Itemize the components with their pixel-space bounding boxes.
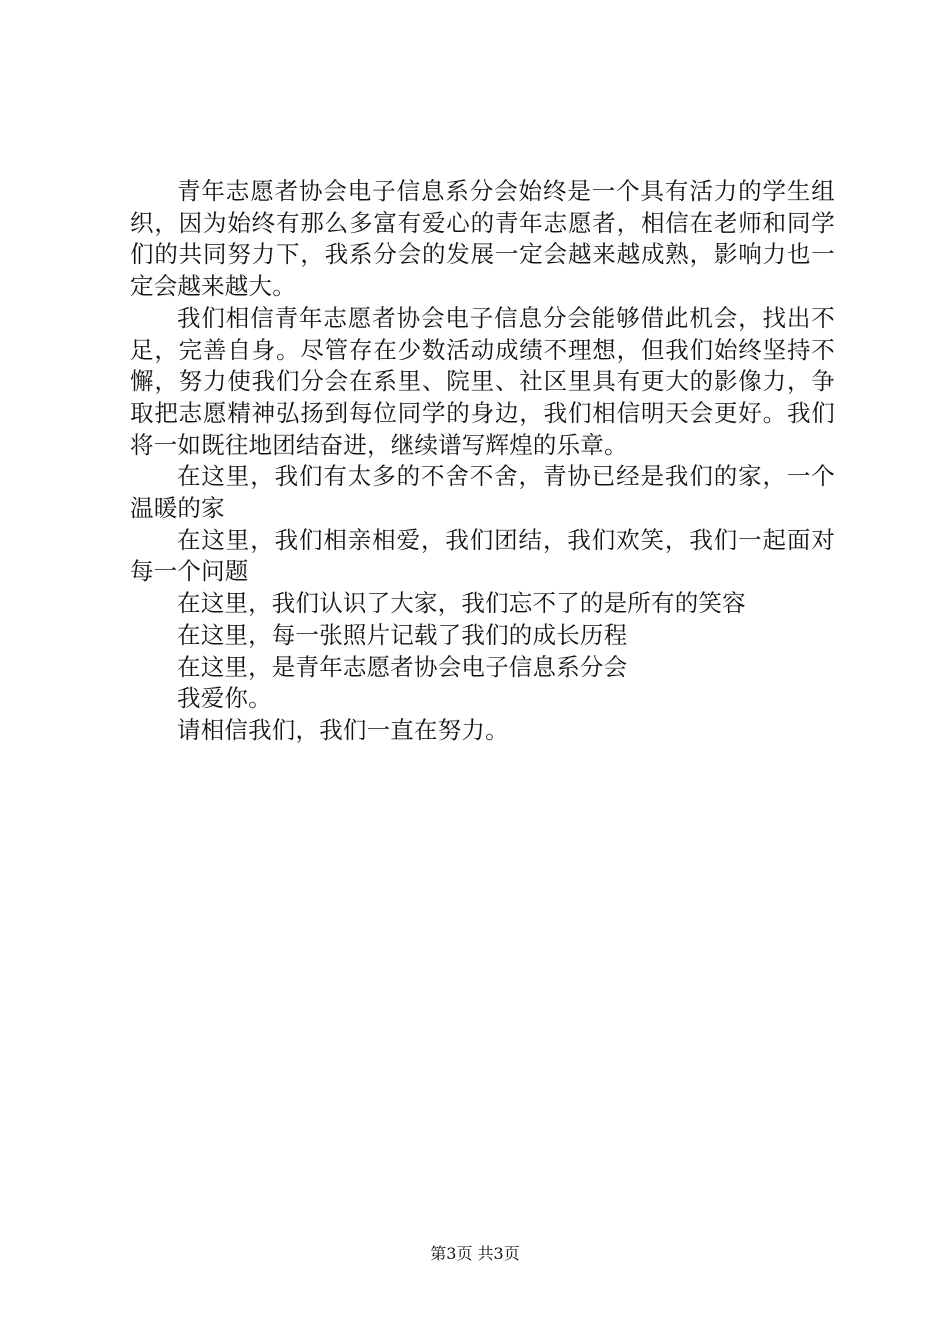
paragraph-3: 在这里，我们有太多的不舍不舍，青协已经是我们的家，一个温暖的家 [130, 462, 835, 523]
paragraph-1: 青年志愿者协会电子信息系分会始终是一个具有活力的学生组织，因为始终有那么多富有爱心的青年志愿者，相信在老师和同学们的共同努力下，我系分会的发展一定会越来越成熟，影响力也一定会越来越大。 [130, 177, 835, 301]
paragraph-7: 在这里，是青年志愿者协会电子信息系分会 [177, 652, 628, 681]
paragraph-6: 在这里，每一张照片记载了我们的成长历程 [177, 620, 628, 649]
paragraph-5: 在这里，我们认识了大家，我们忘不了的是所有的笑容 [177, 589, 746, 618]
paragraph-9: 请相信我们，我们一直在努力。 [177, 715, 509, 744]
document-body [130, 176, 835, 747]
paragraph-8: 我爱你。 [177, 684, 272, 713]
page-footer [0, 1243, 950, 1265]
paragraph-4: 在这里，我们相亲相爱，我们团结，我们欢笑，我们一起面对每一个问题 [130, 525, 835, 586]
paragraph-2: 我们相信青年志愿者协会电子信息分会能够借此机会，找出不足，完善自身。尽管存在少数活动成绩不理想，但我们始终坚持不懈，努力使我们分会在系里、院里、社区里具有更大的影像力，争取把志愿精神弘扬到每位同学的身边，我们相信明天会更好。我们将一如既往地团结奋进，继续谱写辉煌的乐章。 [130, 303, 835, 459]
page-number: 第3页 共3页 [430, 1244, 520, 1263]
